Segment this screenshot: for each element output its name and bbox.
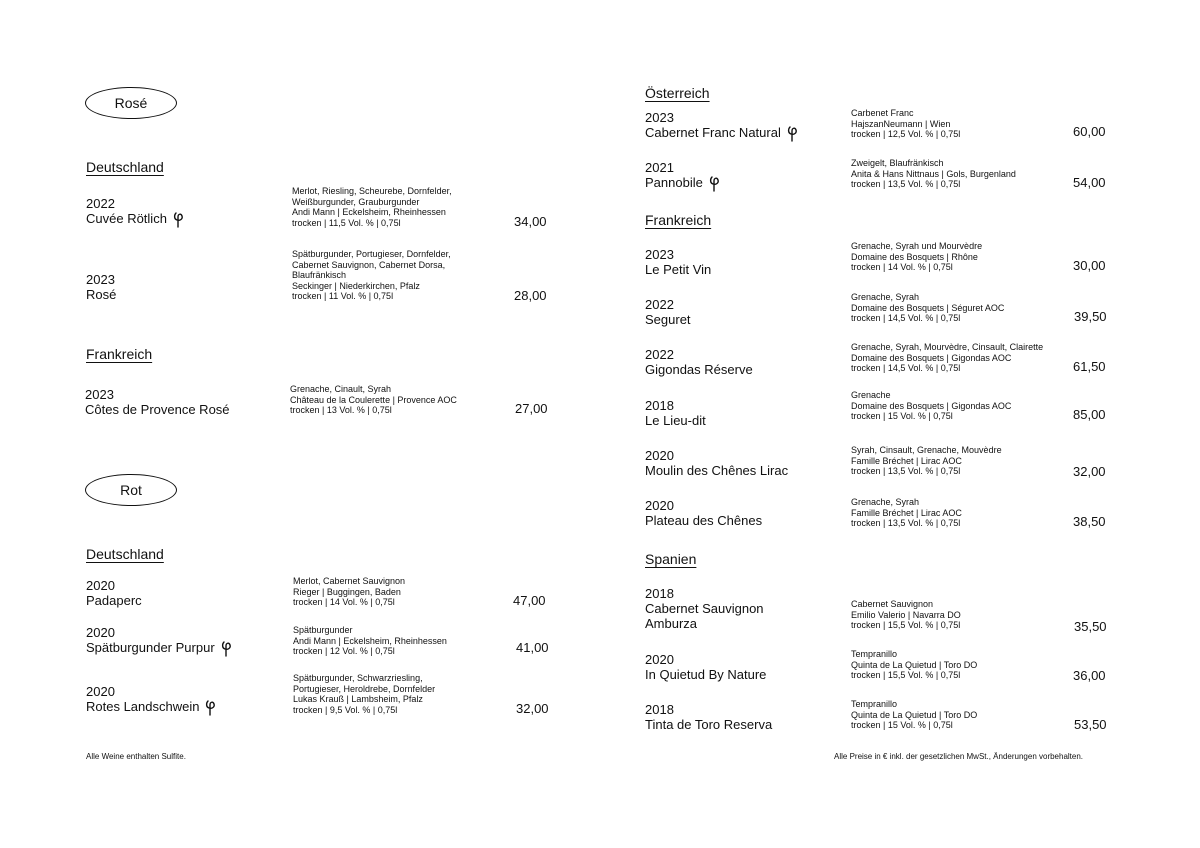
price-note: Alle Preise in € inkl. der gesetzlichen MwSt., Änderungen vorbehalten. xyxy=(834,752,1084,761)
wine-price: 36,00 xyxy=(1073,668,1106,683)
wine-name-line: Le Lieu-dit xyxy=(645,413,706,428)
wine-name-line: Le Petit Vin xyxy=(645,262,712,277)
wine-detail-line: Zweigelt, Blaufränkisch xyxy=(851,158,944,168)
wine-detail-line: trocken | 15 Vol. % | 0,75l xyxy=(851,411,953,422)
wine-detail-line: Seckinger | Niederkirchen, Pfalz xyxy=(292,280,420,291)
wine-price: 47,00 xyxy=(513,593,546,608)
wine-name-line: Rotes Landschwein xyxy=(86,699,217,716)
wine-detail-line: trocken | 14 Vol. % | 0,75l xyxy=(293,597,395,608)
rose-section-label: Rosé xyxy=(114,95,148,111)
rose-frankreich-heading: Frankreich xyxy=(86,346,153,362)
wine-detail-line: Quinta de La Quietud | Toro DO xyxy=(851,709,978,720)
wine-name xyxy=(645,398,706,428)
wine-details xyxy=(851,241,982,273)
wine-detail-line: trocken | 12,5 Vol. % | 0,75l xyxy=(851,129,961,140)
wine-detail-line: Anita & Hans Nittnaus | Gols, Burgenland xyxy=(851,168,1016,179)
wine-details xyxy=(851,342,1043,374)
wine-detail-line: Famille Bréchet | Lirac AOC xyxy=(851,507,962,518)
wine-entry xyxy=(86,624,556,668)
wine-entry xyxy=(645,291,1115,335)
wine-entry xyxy=(645,157,1115,201)
rose-deutschland-heading: Deutschland xyxy=(86,159,164,175)
wine-detail-line: Spätburgunder, Schwarzriesling, xyxy=(293,673,423,683)
natural-wine-icon xyxy=(787,125,799,142)
wine-detail-line: Domaine des Bosquets | Séguret AOC xyxy=(851,302,1005,313)
wine-name-line: Moulin des Chênes Lirac xyxy=(645,463,789,478)
wine-vintage: 2020 xyxy=(86,684,115,699)
wine-name xyxy=(645,247,711,277)
wine-detail-line: trocken | 15,5 Vol. % | 0,75l xyxy=(851,620,961,631)
wine-detail-line: Cabernet Sauvignon xyxy=(851,599,934,609)
wine-detail-line: trocken | 14,5 Vol. % | 0,75l xyxy=(851,313,961,324)
wine-name-line: Côtes de Provence Rosé xyxy=(85,402,230,417)
wine-detail-line: Lukas Krauß | Lambsheim, Pfalz xyxy=(293,694,423,705)
wine-name xyxy=(645,652,766,682)
wine-detail-line: Portugieser, Heroldrebe, Dornfelder xyxy=(293,683,436,694)
wine-entry xyxy=(86,576,556,620)
wine-detail-line: Château de la Coulerette | Provence AOC xyxy=(290,394,457,405)
wine-detail-line: Weißburgunder, Grauburgunder xyxy=(292,196,420,207)
wine-name-line: In Quietud By Nature xyxy=(645,667,767,682)
wine-price: 30,00 xyxy=(1073,258,1106,273)
wine-detail-line: Tempranillo xyxy=(851,649,898,659)
wine-details xyxy=(851,292,1004,324)
natural-wine-icon xyxy=(173,211,185,228)
wine-entry xyxy=(645,390,1115,434)
wine-detail-line: trocken | 15,5 Vol. % | 0,75l xyxy=(851,670,961,681)
wine-entry xyxy=(645,699,1115,743)
wine-detail-line: trocken | 12 Vol. % | 0,75l xyxy=(293,646,395,657)
wine-vintage: 2018 xyxy=(645,586,674,601)
wine-detail-line: Andi Mann | Eckelsheim, Rheinhessen xyxy=(293,635,447,646)
wine-details xyxy=(851,445,1002,477)
wine-name-line: Tinta de Toro Reserva xyxy=(645,717,773,732)
wine-name-line: Cuvée Rötlich xyxy=(86,211,185,228)
wine-name-line: Cabernet Sauvignon xyxy=(645,601,764,616)
wine-name xyxy=(645,702,772,732)
wine-entry xyxy=(645,445,1115,489)
wine-detail-line: Grenache, Syrah xyxy=(851,497,920,507)
wine-vintage: 2020 xyxy=(86,625,115,640)
wine-vintage: 2023 xyxy=(86,272,115,287)
wine-details xyxy=(293,625,447,657)
wine-detail-line: Grenache, Syrah xyxy=(851,292,920,302)
wine-detail-line: Grenache, Syrah und Mourvèdre xyxy=(851,241,983,251)
rot-section-label: Rot xyxy=(120,482,142,498)
wine-vintage: 2022 xyxy=(645,297,674,312)
wine-details xyxy=(851,497,962,529)
wine-detail-line: Merlot, Riesling, Scheurebe, Dornfelder, xyxy=(292,186,452,196)
wine-entry xyxy=(645,107,1115,151)
wine-price: 54,00 xyxy=(1073,175,1106,190)
wine-entry xyxy=(86,184,556,228)
wine-name xyxy=(645,160,721,192)
rot-deutschland-heading: Deutschland xyxy=(86,546,164,562)
wine-detail-line: trocken | 13,5 Vol. % | 0,75l xyxy=(851,466,961,477)
wine-detail-line: Domaine des Bosquets | Gigondas AOC xyxy=(851,352,1012,363)
wine-price: 38,50 xyxy=(1073,514,1106,529)
wine-detail-line: trocken | 14,5 Vol. % | 0,75l xyxy=(851,363,961,374)
wine-entry xyxy=(86,248,556,303)
wine-name xyxy=(645,347,753,377)
wine-detail-line: Emilio Valerio | Navarra DO xyxy=(851,609,961,620)
wine-vintage: 2022 xyxy=(645,347,674,362)
wine-name xyxy=(645,297,691,327)
spanien-heading: Spanien xyxy=(645,551,697,567)
natural-wine-icon xyxy=(221,640,233,657)
wine-entry xyxy=(85,384,555,428)
wine-detail-line: trocken | 13,5 Vol. % | 0,75l xyxy=(851,518,961,529)
wine-vintage: 2018 xyxy=(645,398,674,413)
wine-detail-line: Blaufränkisch xyxy=(292,270,347,281)
wine-detail-line: Spätburgunder, Portugieser, Dornfelder, xyxy=(292,249,451,259)
wine-detail-line: Quinta de La Quietud | Toro DO xyxy=(851,659,978,670)
wine-price: 32,00 xyxy=(1073,464,1106,479)
wine-detail-line: Merlot, Cabernet Sauvignon xyxy=(293,576,406,586)
wine-details xyxy=(293,576,405,608)
wine-detail-line: trocken | 9,5 Vol. % | 0,75l xyxy=(293,704,398,715)
wine-entry xyxy=(645,649,1115,693)
wine-details xyxy=(851,649,977,681)
wine-details xyxy=(293,673,435,715)
wine-name-line: Gigondas Réserve xyxy=(645,362,753,377)
wine-vintage: 2022 xyxy=(86,195,115,211)
wine-price: 53,50 xyxy=(1074,717,1107,732)
wine-name xyxy=(645,498,762,528)
wine-price: 85,00 xyxy=(1073,407,1106,422)
wine-detail-line: Famille Bréchet | Lirac AOC xyxy=(851,455,962,466)
wine-detail-line: Carbenet Franc xyxy=(851,108,914,118)
wine-vintage: 2020 xyxy=(86,578,115,593)
wine-vintage: 2020 xyxy=(645,652,674,667)
wine-detail-line: trocken | 14 Vol. % | 0,75l xyxy=(851,262,953,273)
wine-vintage: 2023 xyxy=(645,247,674,262)
natural-wine-icon xyxy=(709,175,721,192)
wine-detail-line: trocken | 11,5 Vol. % | 0,75l xyxy=(292,217,401,228)
wine-price: 39,50 xyxy=(1074,309,1107,324)
wine-price: 35,50 xyxy=(1074,619,1107,634)
wine-vintage: 2023 xyxy=(645,110,674,125)
wine-vintage: 2023 xyxy=(85,387,114,402)
wine-name xyxy=(86,578,142,608)
wine-details xyxy=(851,390,1011,422)
wine-price: 61,50 xyxy=(1073,359,1106,374)
sulfite-note: Alle Weine enthalten Sulfite. xyxy=(86,752,186,761)
wine-detail-line: Andi Mann | Eckelsheim, Rheinhessen xyxy=(292,207,446,218)
wine-name-line: Cabernet Franc Natural xyxy=(645,125,799,142)
wine-name xyxy=(645,586,764,631)
wine-vintage: 2020 xyxy=(645,448,674,463)
wine-detail-line: trocken | 13 Vol. % | 0,75l xyxy=(290,405,392,416)
rot-section-pill xyxy=(85,474,177,506)
wine-name xyxy=(86,625,233,657)
wine-price: 27,00 xyxy=(515,401,548,416)
wine-details xyxy=(290,384,457,416)
wine-vintage: 2021 xyxy=(645,160,674,175)
wine-details xyxy=(851,599,961,631)
wine-name xyxy=(86,196,185,228)
wine-entry xyxy=(645,496,1115,540)
wine-details xyxy=(851,699,977,731)
wine-detail-line: Domaine des Bosquets | Gigondas AOC xyxy=(851,400,1012,411)
wine-details xyxy=(851,108,960,140)
wine-detail-line: Syrah, Cinsault, Grenache, Mouvèdre xyxy=(851,445,1002,455)
wine-price: 60,00 xyxy=(1073,124,1106,139)
wine-price: 41,00 xyxy=(516,640,549,655)
wine-detail-line: Tempranillo xyxy=(851,699,898,709)
wine-name-line: Padaperc xyxy=(86,593,142,608)
wine-name-line: Amburza xyxy=(645,616,698,631)
oesterreich-heading: Österreich xyxy=(645,85,710,101)
wine-detail-line: HajszanNeumann | Wien xyxy=(851,118,951,129)
wine-name-line: Seguret xyxy=(645,312,691,327)
wine-vintage: 2020 xyxy=(645,498,674,513)
wine-price: 28,00 xyxy=(514,288,547,303)
wine-vintage: 2018 xyxy=(645,702,674,717)
wine-name xyxy=(86,684,217,716)
wine-detail-line: trocken | 15 Vol. % | 0,75l xyxy=(851,720,953,731)
wine-detail-line: Spätburgunder xyxy=(293,625,353,635)
wine-detail-line: Grenache, Cinault, Syrah xyxy=(290,384,392,394)
wine-detail-line: Rieger | Buggingen, Baden xyxy=(293,586,401,597)
wine-entry xyxy=(645,341,1115,385)
wine-name xyxy=(645,110,799,142)
wine-entry xyxy=(645,586,1115,634)
wine-name-line: Spätburgunder Purpur xyxy=(86,640,233,657)
wine-name xyxy=(86,272,116,302)
wine-entry xyxy=(86,672,556,716)
wine-name-line: Pannobile xyxy=(645,175,721,192)
wine-detail-line: Domaine des Bosquets | Rhône xyxy=(851,251,978,262)
wine-name xyxy=(645,448,788,478)
wine-detail-line: Grenache, Syrah, Mourvèdre, Cinsault, Clairette xyxy=(851,342,1044,352)
wine-detail-line: Cabernet Sauvignon, Cabernet Dorsa, xyxy=(292,259,446,270)
wine-details xyxy=(292,249,451,302)
wine-name-line: Plateau des Chênes xyxy=(645,513,763,528)
wine-details xyxy=(851,158,1016,190)
wine-detail-line: trocken | 13,5 Vol. % | 0,75l xyxy=(851,179,961,190)
wine-detail-line: Grenache xyxy=(851,390,891,400)
wine-entry xyxy=(645,240,1115,284)
wine-details xyxy=(292,186,452,228)
wine-price: 32,00 xyxy=(516,701,549,716)
rose-section-pill xyxy=(85,87,177,119)
wine-name-line: Rosé xyxy=(86,287,117,302)
natural-wine-icon xyxy=(205,699,217,716)
frankreich-heading: Frankreich xyxy=(645,212,712,228)
wine-name xyxy=(85,387,230,417)
wine-detail-line: trocken | 11 Vol. % | 0,75l xyxy=(292,291,394,302)
wine-price: 34,00 xyxy=(514,214,547,229)
